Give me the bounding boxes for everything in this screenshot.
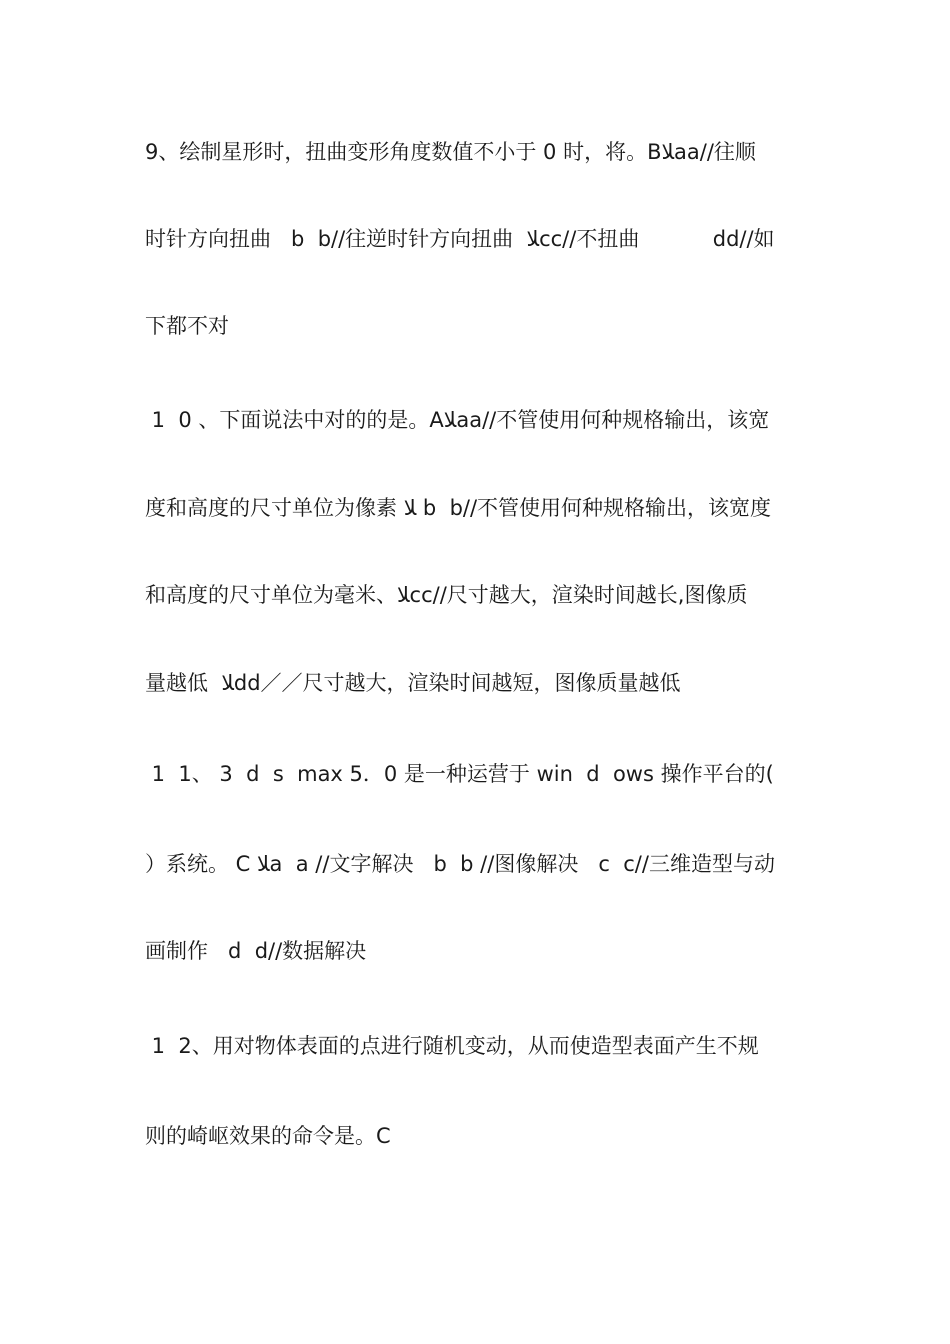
text-line: ）系统。 C ﻼa a //文字解决 b b //图像解决 c c//三维造型与动 — [145, 852, 775, 876]
text-line: 和高度的尺寸单位为毫米、ﻼcc//尺寸越大，渲染时间越长,图像质 — [145, 583, 748, 607]
text-line: 画制作 d d//数据解决 — [145, 939, 367, 963]
text-line: 1 1、 3 d s max 5．0 是一种运营于 win d ows 操作平台的( — [145, 762, 774, 786]
text-line: 则的崎岖效果的命令是。C — [145, 1124, 391, 1148]
text-line: 1 0 、下面说法中对的的是。Aﻼaa//不管使用何种规格输出，该宽 — [145, 408, 770, 432]
text-line: 量越低 ﻼdd／／尺寸越大，渲染时间越短，图像质量越低 — [145, 671, 681, 695]
text-line: 9、绘制星形时，扭曲变形角度数值不小于 0 时，将。B﻿ﻼaa//往顺 — [145, 140, 756, 164]
text-line: 1 2、用对物体表面的点进行随机变动，从而使造型表面产生不规 — [145, 1034, 759, 1058]
text-line: 下都不对 — [145, 314, 229, 338]
text-line: 时针方向扭曲 b b//往逆时针方向扭曲 ﻼcc//不扭曲 dd//如 — [145, 227, 775, 251]
text-line: 度和高度的尺寸单位为像素 ﻼ b b//不管使用何种规格输出，该宽度 — [145, 496, 772, 520]
